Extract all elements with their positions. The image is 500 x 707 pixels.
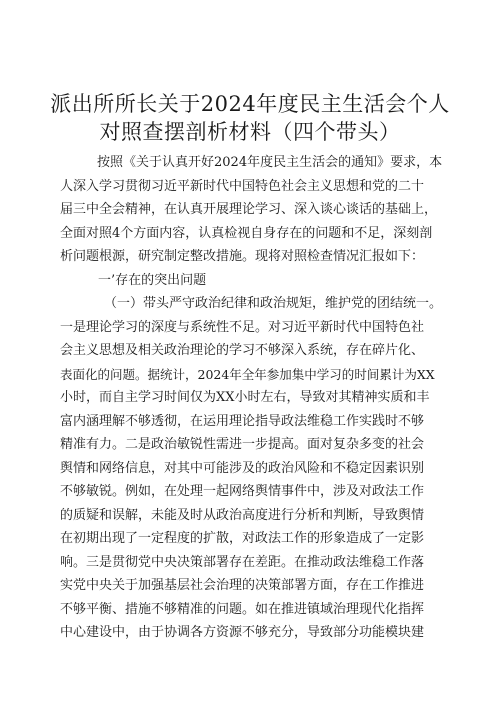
- body-line: 响。三是贯彻党中央决策部署存在差距。在推动政法维稳工作落: [60, 555, 425, 570]
- subsection-heading: （一）带头严守政治纪律和政治规矩，维护党的团结统一。: [104, 296, 443, 311]
- body-line: 的质疑和误解，未能及时从政治高度进行分析和判断，导致舆情: [60, 508, 425, 523]
- document-title-line-1: 派出所所长关于2024年度民主生活会个人: [50, 92, 450, 116]
- body-line: 实党中央关于加强基层社会治理的决策部署方面，存在工作推进: [60, 578, 425, 593]
- body-line: 析问题根源，研究制定整改措施。现将对照检查情况汇报如下：: [60, 249, 425, 264]
- section-heading: 一’存在的突出问题: [98, 273, 207, 288]
- body-line: 一是理论学习的深度与系统性不足。对习近平新时代中国特色社: [60, 320, 425, 335]
- body-line: 不够平衡、措施不够精准的问题。如在推进镇域治理现代化指挥: [60, 602, 425, 617]
- body-line: 按照《关于认真开好2024年度民主生活会的通知》要求，本: [97, 155, 443, 170]
- body-line: 小时，而自主学习时间仅为XX小时左右，导致对其精神实质和丰: [60, 390, 430, 405]
- body-line: 表面化的问题。据统计，2024年全年参加集中学习的时间累计为XX: [60, 367, 435, 382]
- body-line: 富内涵理解不够透彻，在运用理论指导政法维稳工作实践时不够: [60, 414, 425, 429]
- document-title-line-2: 对照查摆剖析材料（四个带头）: [99, 120, 401, 144]
- body-line: 人深入学习贯彻习近平新时代中国特色社会主义思想和党的二十: [60, 179, 425, 194]
- body-line: 中心建设中，由于协调各方资源不够充分，导致部分功能模块建: [60, 625, 425, 640]
- body-line: 在初期出现了一定程度的扩散，对政法工作的形象造成了一定影: [60, 531, 425, 546]
- body-line: 会主义思想及相关政治理论的学习不够深入系统，存在碎片化、: [60, 343, 425, 358]
- body-line: 舆情和网络信息，对其中可能涉及的政治风险和不稳定因素识别: [60, 461, 425, 476]
- body-line: 不够敏锐。例如，在处理一起网络舆情事件中，涉及对政法工作: [60, 484, 425, 499]
- body-line: 届三中全会精神，在认真开展理论学习、深入谈心谈话的基础上，: [60, 202, 438, 217]
- body-line: 精准有力。二是政治敏锐性需进一步提高。面对复杂多变的社会: [60, 437, 425, 452]
- body-line: 全面对照4个方面内容，认真检视自身存在的问题和不足，深刻剖: [60, 226, 433, 241]
